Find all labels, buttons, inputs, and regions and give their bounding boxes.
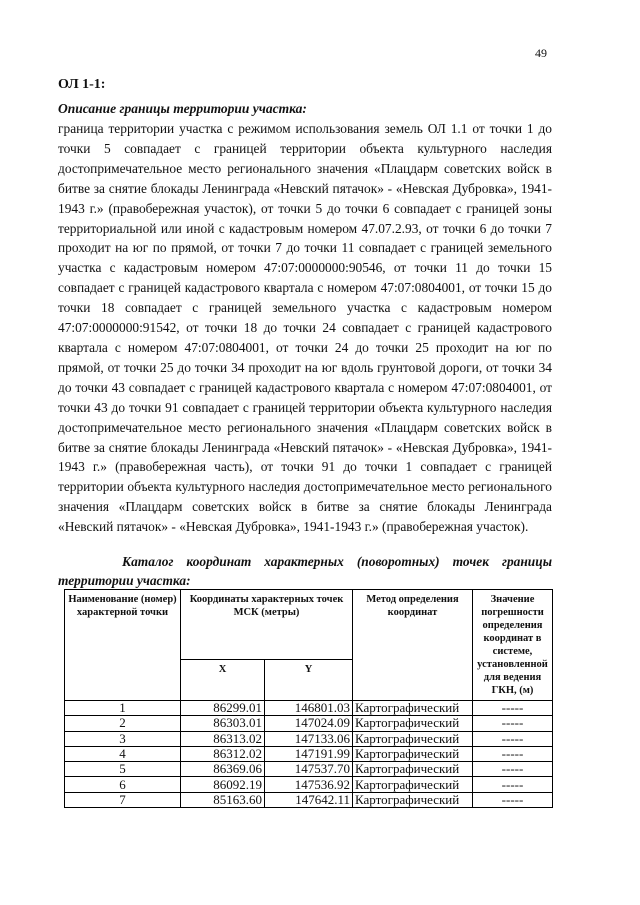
cell-y: 147191.99: [265, 746, 353, 761]
cell-method: Картографический: [353, 762, 473, 777]
cell-method: Картографический: [353, 777, 473, 792]
cell-point-number: 5: [65, 762, 181, 777]
cell-accuracy: -----: [473, 792, 553, 807]
catalog-heading: Каталог координат характерных (поворотных) точек границы территории участка:: [58, 554, 552, 588]
cell-point-number: 3: [65, 731, 181, 746]
cell-x: 86312.02: [181, 746, 265, 761]
cell-y: 147133.06: [265, 731, 353, 746]
cell-point-number: 1: [65, 701, 181, 716]
header-y: Y: [265, 660, 353, 701]
cell-y: 147536.92: [265, 777, 353, 792]
description-text: граница территории участка с режимом использования земель ОЛ 1.1 от точки 1 до точки 5 совпадает с границей территории объекта культурного наследия достопримечательное место регионального значения «Плацдарм советских войск в битве за снятие блокады Ленинграда «Невский пятачок» - «Невская Дубровка», 1941-1943 г.» (правобережная участок), от точки 5 до точки 6 совпадает с границей зоны территориальной или иной с кадастровым номером 47.07.2.93, от точки 6 до точки 7 проходит на юг по прямой, от точки 7 до точки 11 совпадает с границей земельного участка с кадастровым номером 47:07:0000000:90546, от точки 11 до точки 15 совпадает с границей кадастрового квартала с номером 47:07:0804001, от точки 15 до точки 18 совпадает с границей земельного участка с кадастровым номером 47:07:0000000:91542, от точки 18 до точки 24 совпадает с границей кадастрового квартала с номером 47:07:0804001, от точки 24 до точки 25 проходит на юг по прямой, от точки 25 до точки 34 проходит на юг вдоль грунтовой дороги, от точки 34 до точки 43 совпадает с границей кадастрового квартала с номером 47:07:0804001, от точки 43 до точки 91 совпадает с границей территории объекта культурного наследия достопримечательное место регионального значения «Плацдарм советских войск в битве за снятие блокады Ленинграда «Невский пятачок» - «Невская Дубровка», 1941-1943 г.» (правобережная часть), от точки 91 до точки 1 совпадает с границей территории объекта культурного наследия достопримечательное место регионального значения «Плацдарм советских войск в битве за снятие блокады Ленинграда «Невский пятачок» - «Невская Дубровка», 1941-1943 г.» (правобережная участок).: [58, 121, 552, 535]
header-x: X: [181, 660, 265, 701]
cell-y: 147642.11: [265, 792, 353, 807]
cell-method: Картографический: [353, 731, 473, 746]
table-row: [65, 746, 553, 761]
cell-x: 85163.60: [181, 792, 265, 807]
cell-accuracy: -----: [473, 716, 553, 731]
cell-method: Картографический: [353, 716, 473, 731]
table-row: [65, 762, 553, 777]
section-id: ОЛ 1-1:: [58, 77, 106, 92]
cell-method: Картографический: [353, 792, 473, 807]
cell-point-number: 2: [65, 716, 181, 731]
cell-accuracy: -----: [473, 746, 553, 761]
header-accuracy: Значение погрешности определения координат в системе, установленной для ведения ГКН, (м): [473, 590, 553, 701]
cell-x: 86303.01: [181, 716, 265, 731]
table-row: [65, 777, 553, 792]
header-method: Метод определения координат: [353, 590, 473, 701]
description-heading: Описание границы территории участка:: [58, 101, 307, 116]
cell-point-number: 6: [65, 777, 181, 792]
cell-method: Картографический: [353, 701, 473, 716]
cell-x: 86299.01: [181, 701, 265, 716]
cell-accuracy: -----: [473, 701, 553, 716]
table-row: [65, 731, 553, 746]
coordinates-table: [64, 589, 553, 808]
cell-x: 86313.02: [181, 731, 265, 746]
table-body: [65, 701, 553, 808]
cell-method: Картографический: [353, 746, 473, 761]
cell-point-number: 4: [65, 746, 181, 761]
table-row: [65, 792, 553, 807]
table-row: [65, 701, 553, 716]
cell-y: 146801.03: [265, 701, 353, 716]
cell-y: 147537.70: [265, 762, 353, 777]
cell-y: 147024.09: [265, 716, 353, 731]
cell-accuracy: -----: [473, 777, 553, 792]
header-point-name: Наименование (номер) характерной точки: [65, 590, 181, 701]
cell-x: 86369.06: [181, 762, 265, 777]
cell-accuracy: -----: [473, 731, 553, 746]
table-row: [65, 716, 553, 731]
cell-point-number: 7: [65, 792, 181, 807]
header-coordinates: Координаты характерных точек МСК (метры): [181, 590, 353, 660]
cell-accuracy: -----: [473, 762, 553, 777]
page-number: 49: [535, 46, 547, 60]
cell-x: 86092.19: [181, 777, 265, 792]
